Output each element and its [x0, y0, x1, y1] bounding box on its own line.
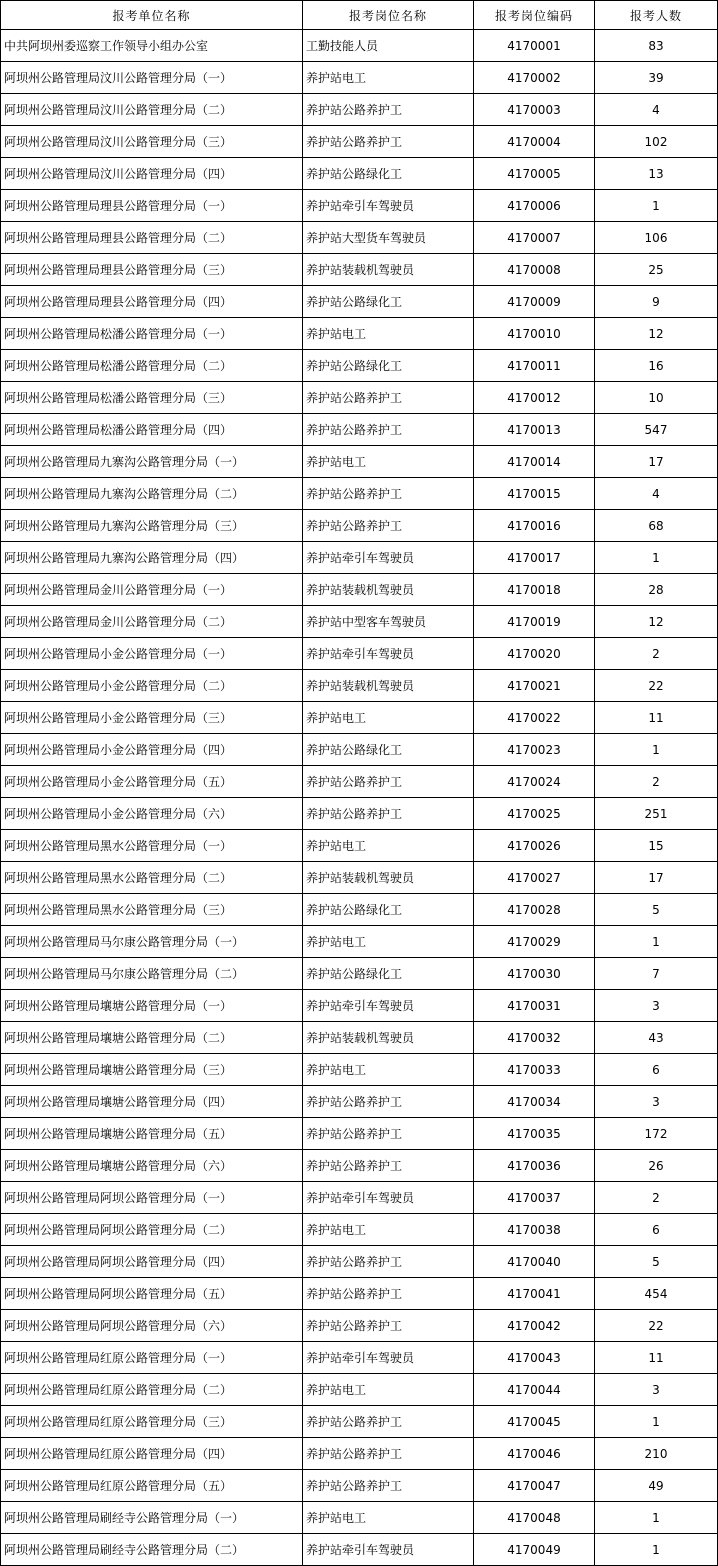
post-name-cell: 养护站公路养护工: [303, 510, 474, 542]
post-code-cell: 4170038: [474, 1214, 595, 1246]
post-code-cell: 4170003: [474, 94, 595, 126]
unit-name-cell: 阿坝州公路管理局马尔康公路管理分局（一）: [1, 926, 303, 958]
applicant-count-cell: 25: [595, 254, 718, 286]
unit-name-cell: 阿坝州公路管理局汶川公路管理分局（一）: [1, 62, 303, 94]
post-name-cell: 养护站电工: [303, 446, 474, 478]
post-name-cell: 养护站公路绿化工: [303, 286, 474, 318]
unit-name-cell: 阿坝州公路管理局理县公路管理分局（三）: [1, 254, 303, 286]
post-name-cell: 养护站牵引车驾驶员: [303, 638, 474, 670]
table-row: [1, 126, 718, 158]
applicant-count-cell: 83: [595, 30, 718, 62]
unit-name-cell: 阿坝州公路管理局小金公路管理分局（六）: [1, 798, 303, 830]
unit-name-cell: 阿坝州公路管理局九寨沟公路管理分局（四）: [1, 542, 303, 574]
post-code-cell: 4170047: [474, 1470, 595, 1502]
applicant-count-cell: 251: [595, 798, 718, 830]
table-row: [1, 1470, 718, 1502]
unit-name-cell: 阿坝州公路管理局理县公路管理分局（一）: [1, 190, 303, 222]
table-row: [1, 254, 718, 286]
post-code-cell: 4170008: [474, 254, 595, 286]
table-row: [1, 894, 718, 926]
applicant-count-cell: 49: [595, 1470, 718, 1502]
header-applicant-count: 报考人数: [595, 1, 718, 30]
applicant-count-cell: 17: [595, 446, 718, 478]
applicant-count-cell: 12: [595, 606, 718, 638]
post-name-cell: 养护站电工: [303, 1054, 474, 1086]
applicant-count-cell: 4: [595, 94, 718, 126]
post-code-cell: 4170041: [474, 1278, 595, 1310]
applicant-count-cell: 39: [595, 62, 718, 94]
table-row: [1, 606, 718, 638]
applicant-count-cell: 102: [595, 126, 718, 158]
applicant-count-cell: 454: [595, 1278, 718, 1310]
table-row: [1, 1182, 718, 1214]
applicant-count-cell: 1: [595, 1406, 718, 1438]
table-row: [1, 958, 718, 990]
post-code-cell: 4170029: [474, 926, 595, 958]
post-code-cell: 4170028: [474, 894, 595, 926]
table-row: [1, 286, 718, 318]
post-name-cell: 养护站电工: [303, 1374, 474, 1406]
post-name-cell: 养护站电工: [303, 1502, 474, 1534]
post-code-cell: 4170016: [474, 510, 595, 542]
post-code-cell: 4170017: [474, 542, 595, 574]
unit-name-cell: 阿坝州公路管理局刷经寺公路管理分局（二）: [1, 1534, 303, 1566]
applicant-count-cell: 7: [595, 958, 718, 990]
table-row: [1, 1246, 718, 1278]
table-row: [1, 414, 718, 446]
post-code-cell: 4170015: [474, 478, 595, 510]
applicant-count-cell: 3: [595, 1374, 718, 1406]
post-code-cell: 4170036: [474, 1150, 595, 1182]
table-row: [1, 1086, 718, 1118]
applicant-count-cell: 4: [595, 478, 718, 510]
post-code-cell: 4170023: [474, 734, 595, 766]
post-code-cell: 4170049: [474, 1534, 595, 1566]
applicant-count-cell: 2: [595, 638, 718, 670]
unit-name-cell: 阿坝州公路管理局松潘公路管理分局（四）: [1, 414, 303, 446]
table-row: [1, 382, 718, 414]
post-code-cell: 4170042: [474, 1310, 595, 1342]
table-body: [1, 30, 718, 1566]
table-row: [1, 1342, 718, 1374]
post-name-cell: 养护站电工: [303, 62, 474, 94]
unit-name-cell: 阿坝州公路管理局壤塘公路管理分局（三）: [1, 1054, 303, 1086]
applicant-count-cell: 13: [595, 158, 718, 190]
table-row: [1, 1150, 718, 1182]
post-name-cell: 养护站公路绿化工: [303, 158, 474, 190]
unit-name-cell: 阿坝州公路管理局小金公路管理分局（二）: [1, 670, 303, 702]
post-name-cell: 养护站装载机驾驶员: [303, 1022, 474, 1054]
post-name-cell: 养护站牵引车驾驶员: [303, 542, 474, 574]
applicant-count-cell: 12: [595, 318, 718, 350]
applicant-count-cell: 3: [595, 990, 718, 1022]
unit-name-cell: 阿坝州公路管理局阿坝公路管理分局（五）: [1, 1278, 303, 1310]
table-row: [1, 574, 718, 606]
post-name-cell: 养护站公路养护工: [303, 1086, 474, 1118]
post-code-cell: 4170012: [474, 382, 595, 414]
applicant-count-cell: 1: [595, 190, 718, 222]
unit-name-cell: 阿坝州公路管理局九寨沟公路管理分局（三）: [1, 510, 303, 542]
post-code-cell: 4170044: [474, 1374, 595, 1406]
post-name-cell: 养护站电工: [303, 830, 474, 862]
post-name-cell: 养护站公路养护工: [303, 1118, 474, 1150]
applicant-count-cell: 1: [595, 1502, 718, 1534]
post-name-cell: 养护站电工: [303, 702, 474, 734]
post-name-cell: 养护站装载机驾驶员: [303, 670, 474, 702]
applicant-count-cell: 11: [595, 702, 718, 734]
table-row: [1, 1054, 718, 1086]
post-code-cell: 4170002: [474, 62, 595, 94]
post-name-cell: 养护站电工: [303, 1214, 474, 1246]
applicant-count-cell: 11: [595, 1342, 718, 1374]
table-row: [1, 222, 718, 254]
unit-name-cell: 阿坝州公路管理局松潘公路管理分局（一）: [1, 318, 303, 350]
table-row: [1, 638, 718, 670]
applicant-count-cell: 2: [595, 766, 718, 798]
unit-name-cell: 阿坝州公路管理局小金公路管理分局（四）: [1, 734, 303, 766]
post-name-cell: 养护站公路养护工: [303, 1246, 474, 1278]
post-code-cell: 4170032: [474, 1022, 595, 1054]
applicant-count-cell: 15: [595, 830, 718, 862]
post-name-cell: 养护站公路养护工: [303, 1406, 474, 1438]
header-unit-name: 报考单位名称: [1, 1, 303, 30]
unit-name-cell: 阿坝州公路管理局九寨沟公路管理分局（一）: [1, 446, 303, 478]
unit-name-cell: 阿坝州公路管理局红原公路管理分局（二）: [1, 1374, 303, 1406]
unit-name-cell: 中共阿坝州委巡察工作领导小组办公室: [1, 30, 303, 62]
unit-name-cell: 阿坝州公路管理局小金公路管理分局（三）: [1, 702, 303, 734]
post-code-cell: 4170018: [474, 574, 595, 606]
unit-name-cell: 阿坝州公路管理局黑水公路管理分局（三）: [1, 894, 303, 926]
applicant-count-cell: 210: [595, 1438, 718, 1470]
post-code-cell: 4170026: [474, 830, 595, 862]
applicant-count-cell: 2: [595, 1182, 718, 1214]
post-name-cell: 养护站公路养护工: [303, 1310, 474, 1342]
applicant-count-cell: 43: [595, 1022, 718, 1054]
table-row: [1, 926, 718, 958]
table-row: [1, 94, 718, 126]
applicant-count-cell: 68: [595, 510, 718, 542]
table-row: [1, 1406, 718, 1438]
post-name-cell: 养护站中型客车驾驶员: [303, 606, 474, 638]
unit-name-cell: 阿坝州公路管理局汶川公路管理分局（四）: [1, 158, 303, 190]
applicant-count-cell: 22: [595, 670, 718, 702]
unit-name-cell: 阿坝州公路管理局小金公路管理分局（五）: [1, 766, 303, 798]
post-code-cell: 4170035: [474, 1118, 595, 1150]
applicant-count-cell: 17: [595, 862, 718, 894]
table-row: [1, 510, 718, 542]
unit-name-cell: 阿坝州公路管理局阿坝公路管理分局（四）: [1, 1246, 303, 1278]
post-code-cell: 4170037: [474, 1182, 595, 1214]
table-row: [1, 670, 718, 702]
applicant-count-cell: 10: [595, 382, 718, 414]
table-row: [1, 158, 718, 190]
unit-name-cell: 阿坝州公路管理局阿坝公路管理分局（二）: [1, 1214, 303, 1246]
post-name-cell: 养护站公路养护工: [303, 478, 474, 510]
table-row: [1, 830, 718, 862]
applicant-count-cell: 5: [595, 1246, 718, 1278]
post-name-cell: 养护站公路绿化工: [303, 350, 474, 382]
table-row: [1, 1534, 718, 1566]
header-post-code: 报考岗位编码: [474, 1, 595, 30]
table-header-row: [1, 1, 718, 30]
post-name-cell: 工勤技能人员: [303, 30, 474, 62]
post-name-cell: 养护站公路养护工: [303, 766, 474, 798]
table-row: [1, 734, 718, 766]
post-name-cell: 养护站公路养护工: [303, 1150, 474, 1182]
post-code-cell: 4170006: [474, 190, 595, 222]
post-name-cell: 养护站公路绿化工: [303, 958, 474, 990]
post-code-cell: 4170014: [474, 446, 595, 478]
unit-name-cell: 阿坝州公路管理局金川公路管理分局（一）: [1, 574, 303, 606]
unit-name-cell: 阿坝州公路管理局阿坝公路管理分局（六）: [1, 1310, 303, 1342]
applicant-count-cell: 1: [595, 926, 718, 958]
post-name-cell: 养护站公路绿化工: [303, 894, 474, 926]
post-code-cell: 4170030: [474, 958, 595, 990]
unit-name-cell: 阿坝州公路管理局红原公路管理分局（三）: [1, 1406, 303, 1438]
applicant-count-cell: 547: [595, 414, 718, 446]
post-name-cell: 养护站牵引车驾驶员: [303, 1342, 474, 1374]
post-code-cell: 4170020: [474, 638, 595, 670]
unit-name-cell: 阿坝州公路管理局红原公路管理分局（五）: [1, 1470, 303, 1502]
unit-name-cell: 阿坝州公路管理局刷经寺公路管理分局（一）: [1, 1502, 303, 1534]
post-name-cell: 养护站公路养护工: [303, 126, 474, 158]
unit-name-cell: 阿坝州公路管理局阿坝公路管理分局（一）: [1, 1182, 303, 1214]
post-name-cell: 养护站公路养护工: [303, 94, 474, 126]
post-code-cell: 4170027: [474, 862, 595, 894]
post-code-cell: 4170001: [474, 30, 595, 62]
table-row: [1, 542, 718, 574]
unit-name-cell: 阿坝州公路管理局理县公路管理分局（四）: [1, 286, 303, 318]
header-post-name: 报考岗位名称: [303, 1, 474, 30]
post-name-cell: 养护站公路养护工: [303, 1278, 474, 1310]
post-name-cell: 养护站牵引车驾驶员: [303, 1182, 474, 1214]
unit-name-cell: 阿坝州公路管理局汶川公路管理分局（二）: [1, 94, 303, 126]
applicant-count-cell: 106: [595, 222, 718, 254]
table-row: [1, 190, 718, 222]
post-code-cell: 4170033: [474, 1054, 595, 1086]
unit-name-cell: 阿坝州公路管理局金川公路管理分局（二）: [1, 606, 303, 638]
table-row: [1, 1214, 718, 1246]
post-code-cell: 4170045: [474, 1406, 595, 1438]
table-row: [1, 766, 718, 798]
applicant-count-cell: 1: [595, 1534, 718, 1566]
table-row: [1, 1118, 718, 1150]
applicant-count-cell: 6: [595, 1054, 718, 1086]
post-name-cell: 养护站公路养护工: [303, 798, 474, 830]
unit-name-cell: 阿坝州公路管理局壤塘公路管理分局（五）: [1, 1118, 303, 1150]
applicant-count-cell: 3: [595, 1086, 718, 1118]
applicant-count-cell: 26: [595, 1150, 718, 1182]
post-code-cell: 4170007: [474, 222, 595, 254]
post-code-cell: 4170043: [474, 1342, 595, 1374]
post-code-cell: 4170013: [474, 414, 595, 446]
post-code-cell: 4170024: [474, 766, 595, 798]
unit-name-cell: 阿坝州公路管理局理县公路管理分局（二）: [1, 222, 303, 254]
post-code-cell: 4170004: [474, 126, 595, 158]
unit-name-cell: 阿坝州公路管理局壤塘公路管理分局（二）: [1, 1022, 303, 1054]
unit-name-cell: 阿坝州公路管理局红原公路管理分局（四）: [1, 1438, 303, 1470]
unit-name-cell: 阿坝州公路管理局红原公路管理分局（一）: [1, 1342, 303, 1374]
post-name-cell: 养护站牵引车驾驶员: [303, 190, 474, 222]
unit-name-cell: 阿坝州公路管理局壤塘公路管理分局（一）: [1, 990, 303, 1022]
unit-name-cell: 阿坝州公路管理局松潘公路管理分局（二）: [1, 350, 303, 382]
post-name-cell: 养护站装载机驾驶员: [303, 574, 474, 606]
post-name-cell: 养护站大型货车驾驶员: [303, 222, 474, 254]
table-row: [1, 702, 718, 734]
post-code-cell: 4170025: [474, 798, 595, 830]
unit-name-cell: 阿坝州公路管理局黑水公路管理分局（二）: [1, 862, 303, 894]
post-code-cell: 4170040: [474, 1246, 595, 1278]
post-name-cell: 养护站公路绿化工: [303, 734, 474, 766]
post-name-cell: 养护站公路养护工: [303, 1438, 474, 1470]
applicant-count-cell: 22: [595, 1310, 718, 1342]
applicant-count-cell: 172: [595, 1118, 718, 1150]
post-code-cell: 4170009: [474, 286, 595, 318]
post-name-cell: 养护站装载机驾驶员: [303, 862, 474, 894]
post-name-cell: 养护站公路养护工: [303, 1470, 474, 1502]
table-row: [1, 318, 718, 350]
post-code-cell: 4170019: [474, 606, 595, 638]
unit-name-cell: 阿坝州公路管理局小金公路管理分局（一）: [1, 638, 303, 670]
post-name-cell: 养护站公路养护工: [303, 414, 474, 446]
post-code-cell: 4170048: [474, 1502, 595, 1534]
applicant-count-cell: 9: [595, 286, 718, 318]
unit-name-cell: 阿坝州公路管理局黑水公路管理分局（一）: [1, 830, 303, 862]
table-row: [1, 446, 718, 478]
unit-name-cell: 阿坝州公路管理局汶川公路管理分局（三）: [1, 126, 303, 158]
unit-name-cell: 阿坝州公路管理局马尔康公路管理分局（二）: [1, 958, 303, 990]
unit-name-cell: 阿坝州公路管理局松潘公路管理分局（三）: [1, 382, 303, 414]
table-row: [1, 1374, 718, 1406]
applicant-count-cell: 5: [595, 894, 718, 926]
post-code-cell: 4170034: [474, 1086, 595, 1118]
post-code-cell: 4170046: [474, 1438, 595, 1470]
post-name-cell: 养护站电工: [303, 318, 474, 350]
post-code-cell: 4170005: [474, 158, 595, 190]
table-row: [1, 1022, 718, 1054]
post-code-cell: 4170021: [474, 670, 595, 702]
post-code-cell: 4170022: [474, 702, 595, 734]
unit-name-cell: 阿坝州公路管理局九寨沟公路管理分局（二）: [1, 478, 303, 510]
table-row: [1, 62, 718, 94]
table-row: [1, 350, 718, 382]
applicant-count-cell: 1: [595, 542, 718, 574]
table-row: [1, 1278, 718, 1310]
table-row: [1, 30, 718, 62]
post-name-cell: 养护站公路养护工: [303, 382, 474, 414]
table-row: [1, 798, 718, 830]
table-row: [1, 862, 718, 894]
applicant-count-cell: 28: [595, 574, 718, 606]
post-name-cell: 养护站牵引车驾驶员: [303, 1534, 474, 1566]
table-row: [1, 1502, 718, 1534]
table-row: [1, 478, 718, 510]
post-name-cell: 养护站牵引车驾驶员: [303, 990, 474, 1022]
post-code-cell: 4170031: [474, 990, 595, 1022]
table-row: [1, 1438, 718, 1470]
applicant-count-cell: 16: [595, 350, 718, 382]
table-row: [1, 990, 718, 1022]
applicant-count-cell: 1: [595, 734, 718, 766]
post-code-cell: 4170011: [474, 350, 595, 382]
table-row: [1, 1310, 718, 1342]
unit-name-cell: 阿坝州公路管理局壤塘公路管理分局（六）: [1, 1150, 303, 1182]
unit-name-cell: 阿坝州公路管理局壤塘公路管理分局（四）: [1, 1086, 303, 1118]
post-name-cell: 养护站电工: [303, 926, 474, 958]
post-code-cell: 4170010: [474, 318, 595, 350]
applicant-count-cell: 6: [595, 1214, 718, 1246]
post-name-cell: 养护站装载机驾驶员: [303, 254, 474, 286]
